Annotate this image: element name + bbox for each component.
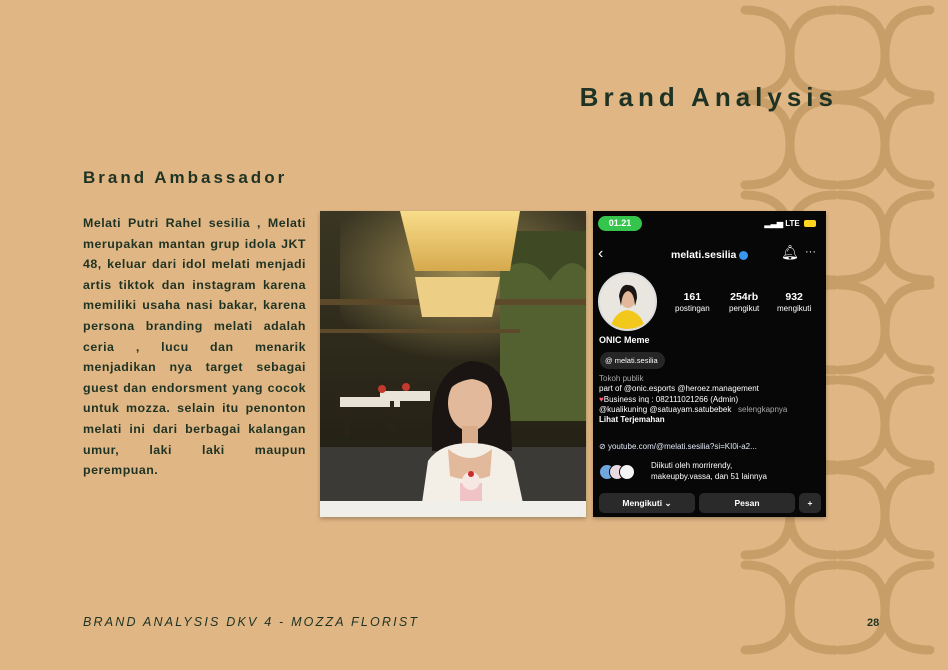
threads-badge[interactable] xyxy=(600,352,665,369)
followed-by[interactable] xyxy=(599,461,823,487)
page-number: 28 xyxy=(867,617,880,629)
network-status xyxy=(765,219,816,228)
profile-username xyxy=(671,249,748,261)
bio-line: Business inq : 082111021266 (Admin) xyxy=(603,394,739,404)
ambassador-photo xyxy=(320,211,586,517)
bio-line: part of @onic.esports @heroez.management xyxy=(599,384,759,394)
ambassador-photo-illustration xyxy=(320,211,586,517)
followed-by-text: Diikuti oleh morrirendy, xyxy=(651,461,733,470)
avatar-illustration xyxy=(600,274,655,329)
chevron-down-icon: ⌄ xyxy=(664,498,672,508)
section-title: Brand Ambassador xyxy=(83,168,288,187)
profile-link[interactable] xyxy=(599,442,757,451)
display-name: ONIC Meme xyxy=(599,335,650,345)
translate-link[interactable]: Lihat Terjemahan xyxy=(599,415,665,425)
message-button[interactable] xyxy=(699,493,795,513)
bell-icon[interactable]: 🔔︎ xyxy=(781,244,799,260)
stat-value: 254rb xyxy=(730,291,759,303)
stat-posts xyxy=(675,291,710,313)
profile-link-text: youtube.com/@melati.sesilia?si=KI0i-a2... xyxy=(607,442,757,451)
bio-more-link[interactable]: selengkapnya xyxy=(738,404,788,414)
body-paragraph: Melati Putri Rahel sesilia , Melati merupakan mantan grup idola JKT 48, keluar dari idol melati menjadi artis tiktok dan instagram karena memiliki usaha nasi bakar, karena persona branding melati adalah ceria , lucu dan menarik menjadikan nya target sebagai guest dan endorsment yang cocok untuk mozza. selain itu penonton melati ini dari berbagai kalangan umur, laki laki maupun perempuan. xyxy=(83,216,306,478)
threads-icon: @ xyxy=(605,356,613,365)
profile-bio xyxy=(599,374,823,425)
stat-value: 161 xyxy=(683,291,702,303)
verified-badge-icon xyxy=(739,251,748,260)
signal-icon: ▂▃▅ xyxy=(764,219,784,228)
page-title: Brand Analysis xyxy=(579,82,838,112)
bio-category: Tokoh publik xyxy=(599,374,644,383)
bio-line: @kualikuning @satuayam.satubebek xyxy=(599,404,732,414)
instagram-profile-screenshot xyxy=(593,211,826,517)
stat-following[interactable] xyxy=(777,291,811,313)
stat-value: 932 xyxy=(785,291,803,303)
following-button[interactable] xyxy=(599,493,695,513)
more-icon[interactable]: ··· xyxy=(805,246,816,258)
link-icon: ⊘ xyxy=(599,442,606,451)
add-person-icon[interactable]: + xyxy=(799,493,821,513)
back-arrow-icon[interactable]: ‹ xyxy=(598,245,604,262)
battery-icon xyxy=(804,220,816,227)
followed-by-text: makeupby.vassa, dan 51 lainnya xyxy=(651,471,767,481)
stat-label: pengikut xyxy=(729,304,760,313)
username-text: melati.sesilia xyxy=(671,249,737,261)
stat-label: postingan xyxy=(675,304,710,313)
network-label: LTE xyxy=(785,219,800,228)
heart-icon: ♥ xyxy=(599,394,604,404)
footer-text: BRAND ANALYSIS DKV 4 - MOZZA FLORIST xyxy=(83,615,420,629)
message-button-label: Pesan xyxy=(734,498,760,508)
follower-avatar xyxy=(619,464,635,480)
profile-avatar[interactable] xyxy=(598,272,657,331)
stat-followers[interactable] xyxy=(729,291,759,313)
stat-label: mengikuti xyxy=(777,304,812,313)
following-button-label: Mengikuti xyxy=(622,498,663,508)
threads-handle: melati.sesilia xyxy=(614,356,658,365)
status-time: 01.21 xyxy=(598,216,642,231)
